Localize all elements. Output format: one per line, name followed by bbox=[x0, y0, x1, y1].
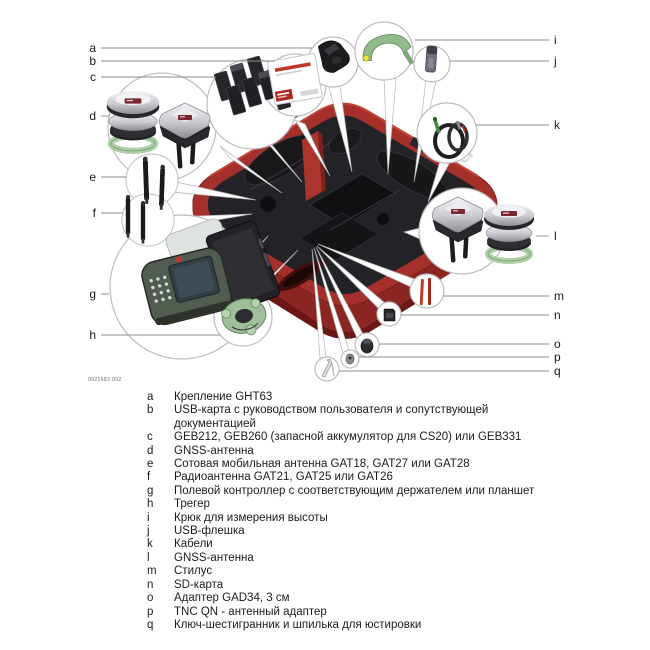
gad34-adapter bbox=[361, 339, 373, 353]
legend-text: Кабели bbox=[174, 538, 213, 551]
label-letter-n: n bbox=[554, 308, 561, 322]
label-letter-q: q bbox=[554, 364, 561, 378]
legend-text: USB-карта с руководством пользователя и сопутствующей документацией bbox=[174, 404, 489, 430]
legend-text: USB-флешка bbox=[174, 525, 245, 538]
usb-doc-card bbox=[267, 53, 322, 105]
legend-text: Трегер bbox=[174, 498, 210, 511]
legend-text: Адаптер GAD34, 3 см bbox=[174, 592, 290, 605]
legend-text: SD-карта bbox=[174, 578, 224, 591]
legend-item-d bbox=[147, 445, 627, 458]
legend-text: Сотовая мобильная антенна GAT18, GAT27 или GAT28 bbox=[174, 458, 470, 471]
legend-key: g bbox=[147, 484, 154, 497]
tnc-adapter bbox=[346, 354, 354, 364]
foam-compartment bbox=[260, 196, 276, 212]
legend-text: Крепление GHT63 bbox=[174, 391, 273, 403]
label-letter-c: c bbox=[90, 70, 96, 84]
sd-card bbox=[384, 309, 395, 321]
legend-key: h bbox=[147, 498, 154, 511]
legend-item-l bbox=[147, 552, 627, 565]
legend-item-n bbox=[147, 579, 627, 592]
legend-key: a bbox=[147, 391, 154, 403]
legend-item-e bbox=[147, 458, 627, 471]
legend-text: Полевой контроллер с соответствующим держателем или планшет bbox=[174, 484, 535, 497]
gnss-antenna-round-right bbox=[484, 204, 534, 261]
legend-item-j bbox=[147, 525, 627, 538]
legend-key: c bbox=[147, 431, 153, 444]
legend-text: GNSS-антенна bbox=[174, 444, 254, 457]
legend-item-m bbox=[147, 565, 627, 578]
label-letter-k: k bbox=[554, 118, 560, 132]
usb-flash-drive bbox=[425, 46, 437, 73]
legend-item-k bbox=[147, 538, 627, 551]
legend-key: n bbox=[147, 578, 154, 591]
legend-item-o bbox=[147, 592, 627, 605]
label-letter-o: o bbox=[554, 337, 561, 351]
legend-key: f bbox=[147, 471, 151, 484]
legend-key: b bbox=[147, 404, 154, 417]
legend-text: Ключ-шестигранник и шпилька для юстировки bbox=[174, 618, 422, 631]
legend-key: l bbox=[147, 551, 150, 564]
legend-item-q bbox=[147, 619, 627, 632]
callout-circle-m bbox=[410, 274, 444, 308]
legend-text: Стилус bbox=[174, 565, 213, 578]
label-letter-p: p bbox=[554, 350, 561, 364]
legend-key: j bbox=[147, 525, 150, 538]
figure-part-number: 0021683 002 bbox=[88, 377, 122, 383]
legend-key: m bbox=[147, 565, 157, 578]
label-letter-d: d bbox=[89, 109, 96, 123]
label-letter-b: b bbox=[89, 54, 96, 68]
label-letter-g: g bbox=[89, 287, 96, 301]
legend-key: e bbox=[147, 458, 154, 471]
legend-key: q bbox=[147, 618, 154, 631]
label-letter-m: m bbox=[554, 289, 564, 303]
label-letter-a: a bbox=[89, 41, 96, 55]
legend-item-a bbox=[147, 391, 627, 404]
legend-key: p bbox=[147, 605, 154, 618]
legend bbox=[147, 391, 627, 632]
label-letter-l: l bbox=[554, 229, 557, 243]
legend-text: TNC QN - антенный адаптер bbox=[174, 605, 327, 618]
legend-key: i bbox=[147, 511, 150, 524]
legend-text: Радиоантенна GAT21, GAT25 или GAT26 bbox=[174, 471, 393, 484]
label-letter-j: j bbox=[554, 54, 557, 68]
legend-key: k bbox=[147, 538, 153, 551]
label-letter-h: h bbox=[89, 328, 96, 342]
legend-item-i bbox=[147, 512, 627, 525]
legend-item-f bbox=[147, 471, 627, 484]
legend-item-c bbox=[147, 431, 627, 444]
legend-text: Крюк для измерения высоты bbox=[174, 511, 328, 524]
legend-text: GNSS-антенна bbox=[174, 551, 254, 564]
legend-item-p bbox=[147, 606, 627, 619]
label-letter-i: i bbox=[554, 33, 557, 47]
legend-key: o bbox=[147, 592, 154, 605]
foam-compartment bbox=[377, 213, 389, 225]
legend-item-b bbox=[147, 404, 627, 431]
legend-item-g bbox=[147, 485, 627, 498]
legend-text: GEB212, GEB260 (запасной аккумулятор для CS20) или GEB331 bbox=[174, 431, 522, 444]
legend-item-h bbox=[147, 498, 627, 511]
label-letter-e: e bbox=[89, 170, 96, 184]
label-letter-f: f bbox=[92, 206, 96, 220]
legend-key: d bbox=[147, 444, 154, 457]
